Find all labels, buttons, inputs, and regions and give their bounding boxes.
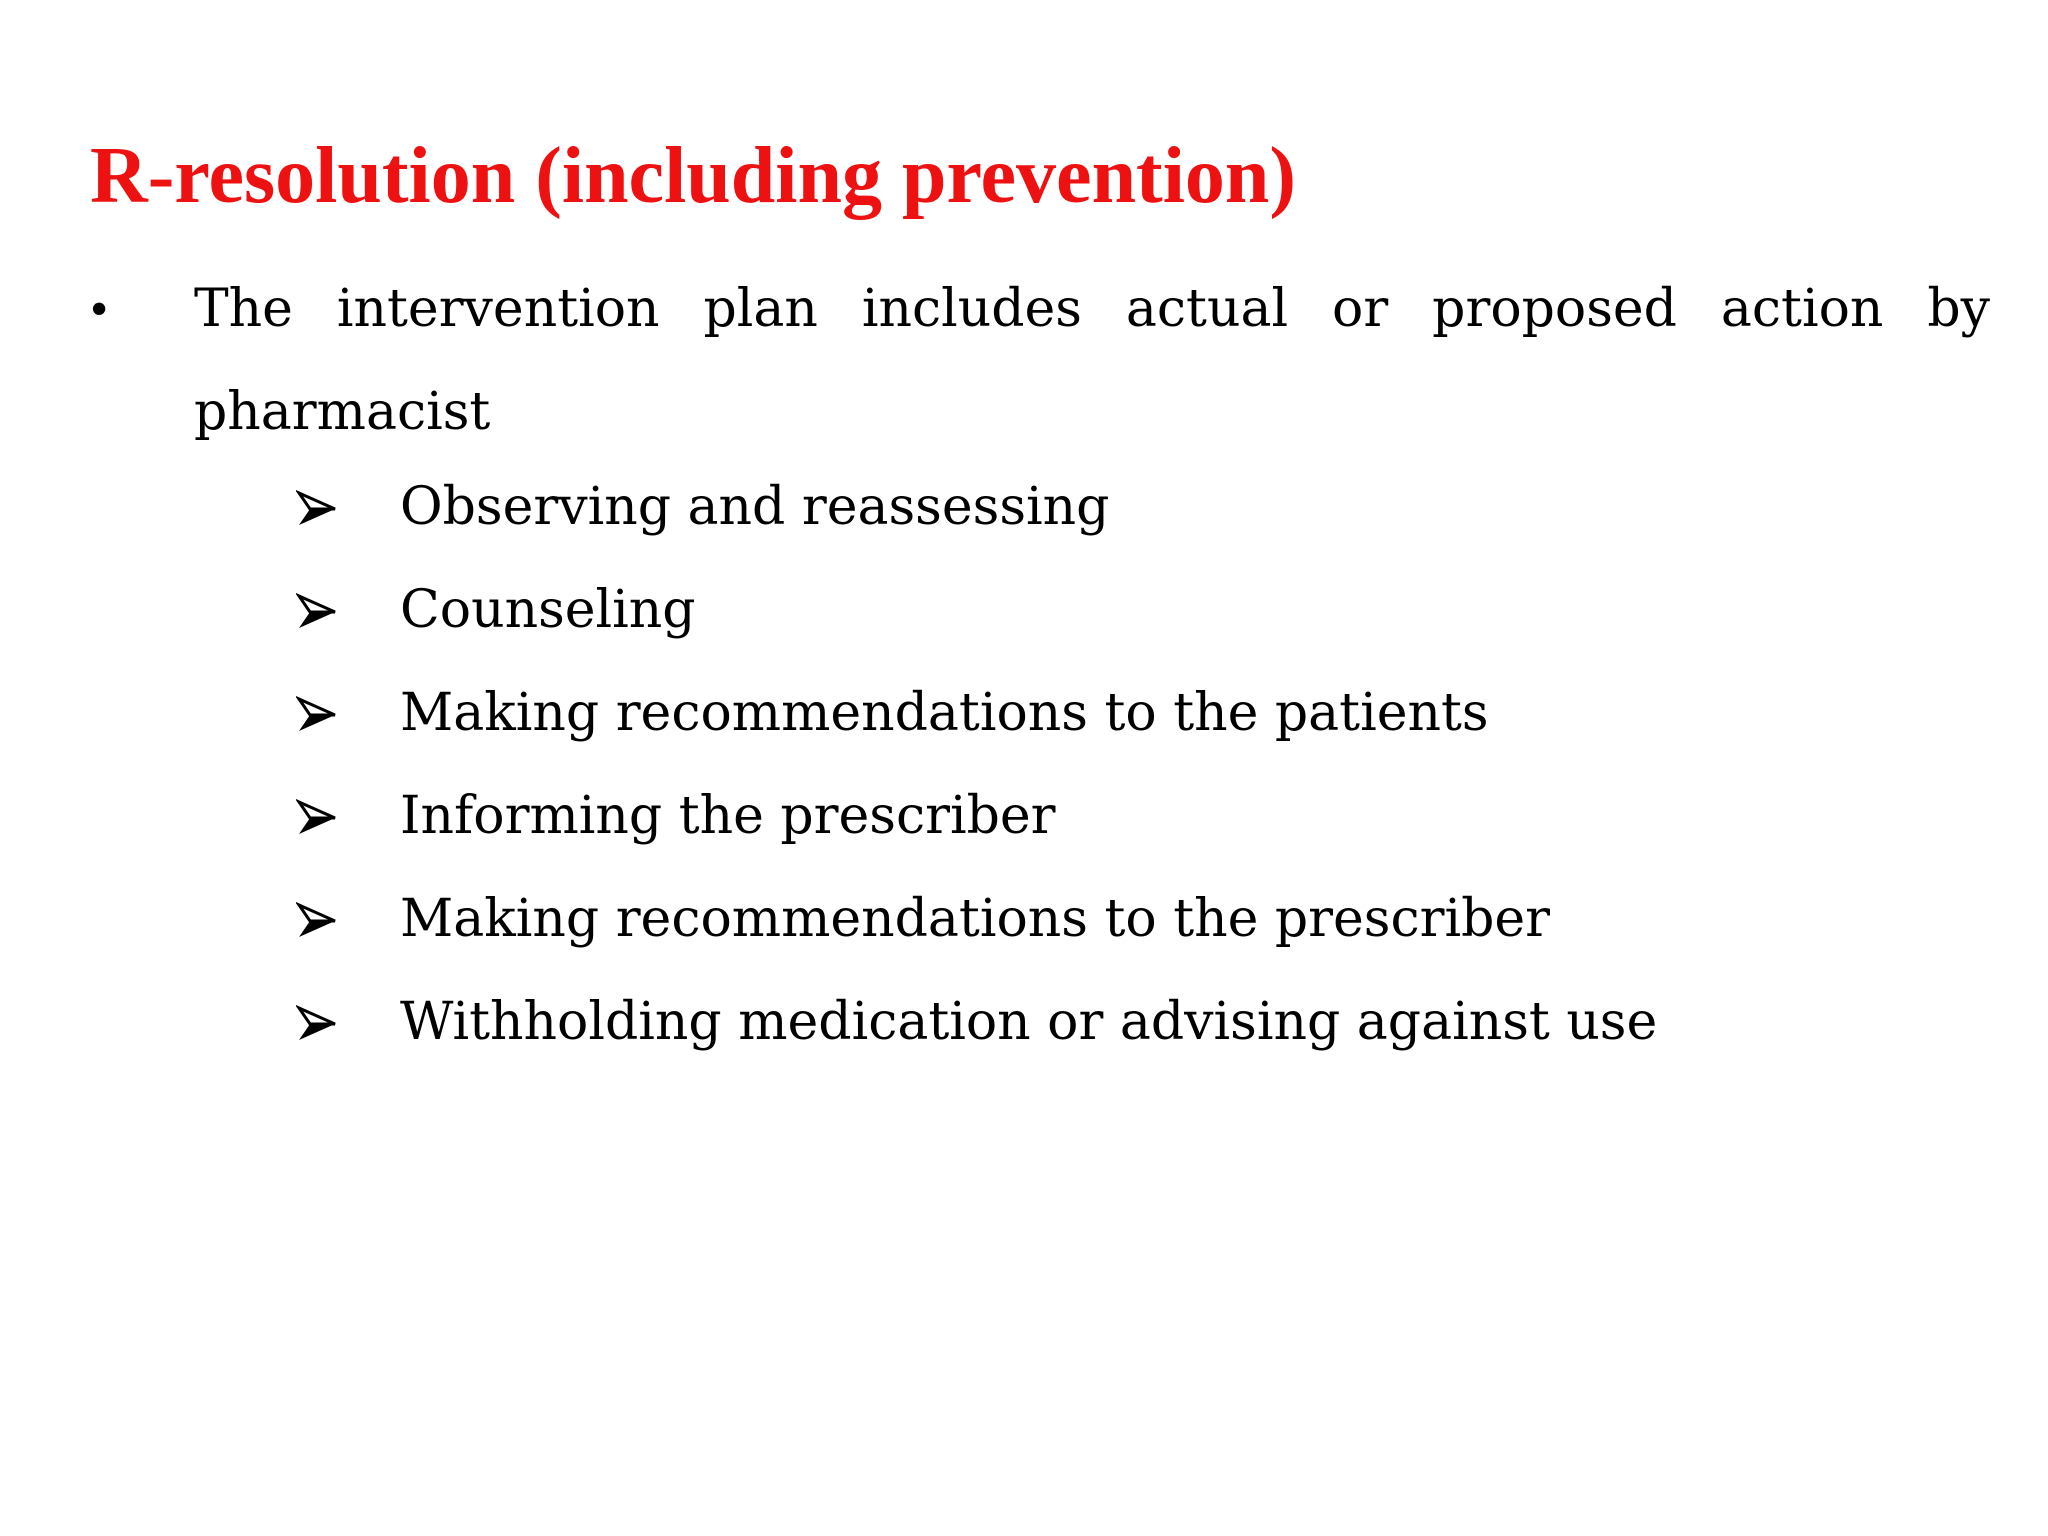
arrow-bullet-icon: [296, 1005, 338, 1043]
sub-bullet-text: Withholding medication or advising against use: [400, 992, 1658, 1052]
arrow-bullet-icon: [296, 902, 338, 940]
sub-bullet-text: Informing the prescriber: [400, 786, 1056, 846]
sub-bullet-text: Observing and reassessing: [400, 477, 1110, 537]
slide-title: R-resolution (including prevention): [90, 132, 1297, 220]
sub-bullet-text: Making recommendations to the prescriber: [400, 889, 1551, 949]
arrow-bullet-icon: [296, 490, 338, 528]
arrow-bullet-icon: [296, 799, 338, 837]
bullet-dot-icon: •: [90, 281, 109, 338]
main-bullet-text: The intervention plan includes actual or proposed action by pharmacist: [194, 279, 1990, 442]
arrow-bullet-icon: [296, 696, 338, 734]
sub-bullet-text: Counseling: [400, 580, 696, 640]
arrow-bullet-icon: [296, 593, 338, 631]
sub-bullet-text: Making recommendations to the patients: [400, 683, 1489, 743]
